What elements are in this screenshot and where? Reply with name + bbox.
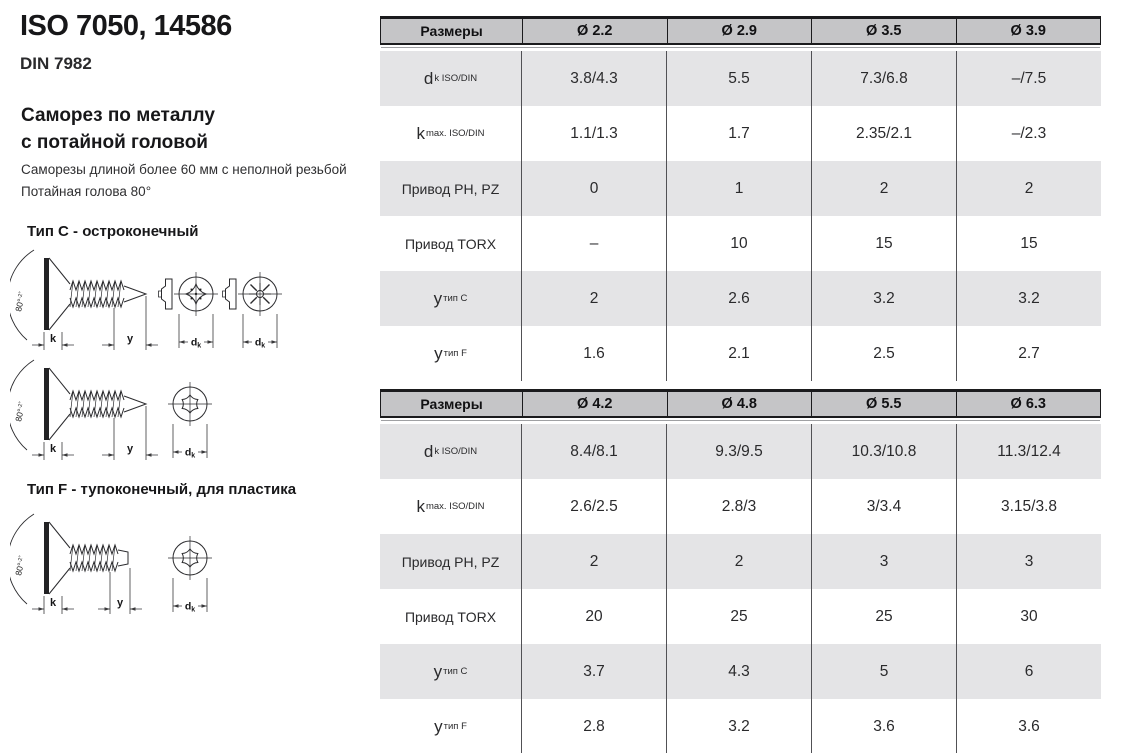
table-row <box>380 271 1101 326</box>
row-label: Привод TORX <box>404 608 497 625</box>
product-name-line1: Саморез по металлу <box>21 105 215 126</box>
table-header-diameter: Ø 5.5 <box>811 392 956 416</box>
table-header-sizes: Размеры <box>420 23 483 39</box>
value-cell: 30 <box>956 589 1101 644</box>
value-cell: 3/3.4 <box>811 479 956 534</box>
value-cell: 3.7 <box>521 644 666 699</box>
table-header-diameter: Ø 2.2 <box>522 19 667 43</box>
table-header-diameter: Ø 3.5 <box>811 19 956 43</box>
table-header-diameter: Ø 4.2 <box>522 392 667 416</box>
value-cell: 1.6 <box>521 326 666 381</box>
value-cell: 15 <box>956 216 1101 271</box>
page-subtitle-din: DIN 7982 <box>20 54 92 73</box>
table-row <box>380 479 1101 534</box>
value-cell: 5 <box>811 644 956 699</box>
value-cell: 2.5 <box>811 326 956 381</box>
row-label: Привод PH, PZ <box>401 180 500 197</box>
value-cell: 2.6 <box>666 271 811 326</box>
table-header-row <box>380 16 1101 45</box>
value-cell: 3.6 <box>956 699 1101 753</box>
torx-head-view <box>168 536 212 614</box>
torx-head-view <box>168 382 212 460</box>
value-cell: 1 <box>666 161 811 216</box>
value-cell: –/7.5 <box>956 51 1101 106</box>
table-row <box>380 51 1101 106</box>
table-header-diameter: Ø 4.8 <box>667 392 812 416</box>
value-cell: 2 <box>956 161 1101 216</box>
value-cell: –/2.3 <box>956 106 1101 161</box>
page-title: ISO 7050, 14586 <box>20 10 232 42</box>
size-table-small-diameters <box>380 16 1101 381</box>
value-cell: 2.8 <box>521 699 666 753</box>
value-cell: 3 <box>811 534 956 589</box>
description-line1: Саморезы длиной более 60 мм с неполной резьбой <box>21 162 347 177</box>
ph-head-view <box>159 272 219 350</box>
value-cell: 2 <box>521 271 666 326</box>
table-row <box>380 216 1101 271</box>
value-cell: 3.2 <box>811 271 956 326</box>
table-header-diameter: Ø 2.9 <box>667 19 812 43</box>
row-label: d k ISO/DIN <box>423 441 478 461</box>
description-line2: Потайная голова 80° <box>21 184 152 199</box>
row-label: k max. ISO/DIN <box>416 123 485 143</box>
value-cell: 7.3/6.8 <box>811 51 956 106</box>
row-label: Привод TORX <box>404 235 497 252</box>
product-name <box>21 103 215 156</box>
value-cell: 2 <box>521 534 666 589</box>
value-cell: 2.7 <box>956 326 1101 381</box>
type-c-drawing-torx <box>10 356 230 468</box>
type-c-drawing-ph-pz <box>10 246 286 358</box>
value-cell: 5.5 <box>666 51 811 106</box>
size-table <box>380 389 1101 753</box>
value-cell: 2.35/2.1 <box>811 106 956 161</box>
pz-head-view <box>223 272 283 350</box>
table-header-diameter: Ø 3.9 <box>956 19 1101 43</box>
value-cell: 0 <box>521 161 666 216</box>
type-c-heading: Тип С - остроконечный <box>27 223 199 240</box>
screw-side-view-pointed <box>10 360 158 460</box>
table-row <box>380 589 1101 644</box>
value-cell: – <box>521 216 666 271</box>
value-cell: 3.2 <box>666 699 811 753</box>
value-cell: 10 <box>666 216 811 271</box>
table-body <box>380 424 1101 753</box>
row-label: y тип F <box>434 343 467 363</box>
value-cell: 1.1/1.3 <box>521 106 666 161</box>
table-row <box>380 326 1101 381</box>
table-row <box>380 644 1101 699</box>
row-label: d k ISO/DIN <box>423 68 478 88</box>
row-label: k max. ISO/DIN <box>416 496 485 516</box>
table-header-sizes: Размеры <box>420 396 483 412</box>
table-body <box>380 51 1101 381</box>
type-f-heading: Тип F - тупоконечный, для пластика <box>27 481 297 498</box>
value-cell: 8.4/8.1 <box>521 424 666 479</box>
value-cell: 2.1 <box>666 326 811 381</box>
value-cell: 3.2 <box>956 271 1101 326</box>
value-cell: 2.6/2.5 <box>521 479 666 534</box>
size-table-large-diameters <box>380 389 1101 753</box>
left-column <box>0 0 380 753</box>
value-cell: 3.6 <box>811 699 956 753</box>
value-cell: 2.8/3 <box>666 479 811 534</box>
value-cell: 3.8/4.3 <box>521 51 666 106</box>
value-cell: 4.3 <box>666 644 811 699</box>
value-cell: 20 <box>521 589 666 644</box>
value-cell: 1.7 <box>666 106 811 161</box>
value-cell: 9.3/9.5 <box>666 424 811 479</box>
table-row <box>380 424 1101 479</box>
table-row <box>380 534 1101 589</box>
table-row <box>380 106 1101 161</box>
value-cell: 25 <box>666 589 811 644</box>
value-cell: 2 <box>811 161 956 216</box>
type-f-drawing-torx <box>10 510 230 622</box>
row-label: y тип F <box>434 716 467 736</box>
screw-side-view-pointed <box>10 250 158 350</box>
row-label: Привод PH, PZ <box>401 553 500 570</box>
value-cell: 6 <box>956 644 1101 699</box>
table-row <box>380 699 1101 753</box>
value-cell: 3.15/3.8 <box>956 479 1101 534</box>
value-cell: 25 <box>811 589 956 644</box>
value-cell: 11.3/12.4 <box>956 424 1101 479</box>
product-name-line2: с потайной головой <box>21 131 208 153</box>
table-header-row <box>380 389 1101 418</box>
value-cell: 2 <box>666 534 811 589</box>
value-cell: 10.3/10.8 <box>811 424 956 479</box>
table-header-diameter: Ø 6.3 <box>956 392 1101 416</box>
value-cell: 3 <box>956 534 1101 589</box>
screw-side-view-blunt <box>10 514 142 614</box>
row-label: y тип C <box>433 288 468 308</box>
table-row <box>380 161 1101 216</box>
size-table <box>380 16 1101 381</box>
row-label: y тип C <box>433 661 468 681</box>
value-cell: 15 <box>811 216 956 271</box>
